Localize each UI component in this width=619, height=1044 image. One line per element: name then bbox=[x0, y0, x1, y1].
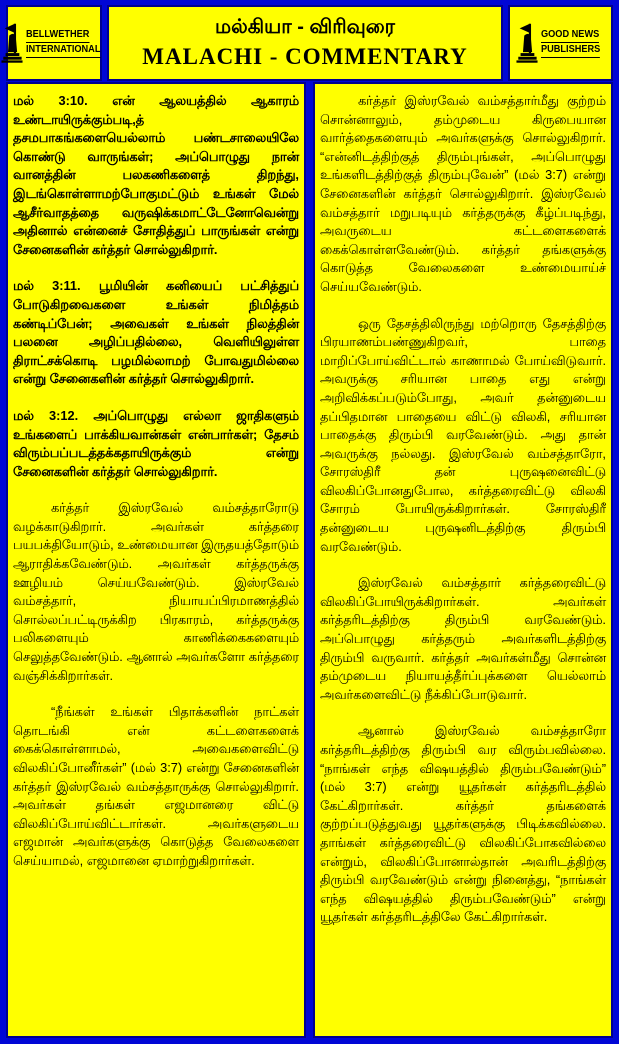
left-text-column bbox=[6, 82, 306, 1038]
bellwether-logo-line1: BELLWETHER bbox=[26, 28, 89, 43]
verse-paragraph-mal-3-11: மல் 3:11. பூமியின் கனியைப் பட்சித்துப் போடுகிறவைகளை உங்கள் நிமித்தம் கண்டிப்பேன்; அவைகள் உங்கள் நிலத்தின் பலனை அழிப்பதில்லை, வெளியிலுள்ள திராட்சக்கொடி பழமில்லாமற் போவதுமில்லை என்று சேனைகளின் கர்த்தர் சொல்லுகிறார். bbox=[13, 278, 299, 387]
bellwether-logo-text bbox=[26, 28, 107, 58]
page-title-english: MALACHI - COMMENTARY bbox=[142, 44, 468, 69]
commentary-paragraph: கர்த்தர் இஸ்ரவேல் வம்சத்தாரோடு வழக்காடுகிறார். அவர்கள் கர்த்தரை பயபக்தியோடும், உண்மையான இருதயத்தோடும் ஆராதிக்கவேண்டும். அவர்கள் கர்த்தருக்கு ஊழியம் செய்யவேண்டும். இஸ்ரவேல் வம்சத்தார், நியாயப்பிரமாணத்தில் சொல்லப்பட்டிருக்கிற பிரகாரம், கர்த்தருக்கு பலிகளையும் காணிக்கைகளையும் செலுத்தவேண்டும். ஆனால் அவர்களோ கர்த்தரை வஞ்சிக்கிறார்கள். bbox=[13, 500, 299, 683]
good-news-logo-line1: GOOD NEWS bbox=[541, 28, 599, 43]
commentary-paragraph: இஸ்ரவேல் வம்சத்தார் கர்த்தரைவிட்டு விலகிப்போயிருக்கிறார்கள். அவர்கள் கர்த்தரிடத்திற்கு திரும்பி வரவேண்டும். அப்பொழுது கர்த்தரும் அவர்களிடத்திற்கு திரும்பி வருவார். கர்த்தர் அவர்கள்மீது சொன்ன தம்முடைய நியாயத்தீர்ப்புக்களை யெல்லாம் அவர்களைவிட்டு நீக்கிப்போடுவார். bbox=[320, 575, 606, 702]
commentary-paragraph: கர்த்தர் இஸ்ரவேல் வம்சத்தார்மீது குற்றம் சொன்னாலும், தம்முடைய கிருபையான வார்த்தைகளையும் அவர்களுக்கு சொல்லுகிறார். “என்னிடத்திற்குத் திரும்புங்கள், அப்பொழுது உங்களிடத்திற்குத் திரும்புவேன்” (மல் 3:7) என்று சேனைகளின் கர்த்தர் சொல்லுகிறார். இஸ்ரவேல் வம்சத்தார் மறுபடியும் கர்த்தருக்கு கீழ்ப்படிந்து, அவருடைய கட்டளைகளைக் கைக்கொள்ளவேண்டும். கர்த்தர் தங்களுக்கு கொடுத்த வேலைகளை உண்மையாய்ச் செய்யவேண்டும். bbox=[320, 93, 606, 294]
bellwether-logo-line2: INTERNATIONAL bbox=[26, 43, 100, 58]
commentary-paragraph: ஒரு தேசத்திலிருந்து மற்றொரு தேசத்திற்கு பிரயாணம்பண்ணுகிறவர், பாதை மாறிப்போய்விட்டால் காணாமல் போய்விடுவார். அவருக்கு சரியான பாதை எது என்று அறிவிக்கப்படும்போது, அவர் தன்னுடைய தப்பிதமான பாதையை விட்டு விலகி, சரியான பாதைக்கு திரும்பி வரவேண்டும். அது தான் அவருக்கு நல்லது. இஸ்ரவேல் வம்சத்தாரோ, சோரஸ்திரீ தன் புருஷனைவிட்டு விலகிப்போனதுபோல, கர்த்தரைவிட்டு விலகி சோரம் போயிருக்கிறார்கள். சோரஸ்திரீ தன்னுடைய புருஷனிடத்திற்கு திரும்பி வரவேண்டும். bbox=[320, 315, 606, 554]
good-news-logo-text bbox=[541, 28, 605, 58]
verse-paragraph-mal-3-10: மல் 3:10. என் ஆலயத்தில் ஆகாரம் உண்டாயிருக்கும்படி,த் தசமபாகங்களையெல்லாம் பண்டசாலையிலே கொண்டு வாருங்கள்; அப்பொழுது நான் வானத்தின் பலகணிகளைத் திறந்து, இடங்கொள்ளாமற்போகுமட்டும் உங்கள் மேல் ஆசீர்வாதத்தை வருஷிக்கமாட்டேனோவென்று அதினால் என்னைச் சோதித்துப் பாருங்கள் என்று சேனைகளின் கர்த்தர் சொல்லுகிறார். bbox=[13, 93, 299, 257]
good-news-publishers-logo bbox=[508, 5, 613, 81]
header-title-box bbox=[107, 5, 503, 81]
page-title-tamil: மல்கியா - விரிவுரை bbox=[215, 16, 395, 38]
statue-figure-icon bbox=[516, 21, 538, 65]
verse-paragraph-mal-3-12: மல் 3:12. அப்பொழுது எல்லா ஜாதிகளும் உங்களைப் பாக்கியவான்கள் என்பார்கள்; தேசம் விரும்பப்படத்தக்கதாயிருக்கும் என்று சேனைகளின் கர்த்தர் சொல்லுகிறார். bbox=[13, 407, 299, 479]
right-text-column bbox=[313, 82, 613, 1038]
commentary-paragraph: “நீங்கள் உங்கள் பிதாக்களின் நாட்கள் தொடங்கி என் கட்டளைகளைக் கைக்கொள்ளாமல், அவைகளைவிட்டு விலகிப்போனீர்கள்” (மல் 3:7) என்று சேனைகளின் கர்த்தர் இஸ்ரவேல் வம்சத்தாருக்கு சொல்லுகிறார். அவர்கள் தங்கள் எஜமானரை விட்டு விலகிப்போய்விட்டார்கள். அவர்களுடைய எஜமான் அவர்களுக்கு கொடுத்த வேலைகளை செய்யாமல், எஜமானை ஏமாற்றுகிறார்கள். bbox=[13, 704, 299, 868]
good-news-logo-line2: PUBLISHERS bbox=[541, 43, 600, 58]
bellwether-logo bbox=[6, 5, 102, 81]
commentary-paragraph: ஆனால் இஸ்ரவேல் வம்சத்தாரோ கர்த்தரிடத்திற்கு திரும்பி வர விரும்பவில்லை. “நாங்கள் எந்த விஷயத்தில் திரும்பவேண்டும்” (மல் 3:7) என்று யூதர்கள் கர்த்தரிடத்தில் கேட்கிறார்கள். கர்த்தர் தங்களைக் குற்றப்படுத்துவது யூதர்களுக்கு பிடிக்கவில்லை. தாங்கள் கர்த்தரைவிட்டு விலகிப்போகவில்லை என்றும், விலகிப்போனால்தான் அவரிடத்திற்கு திரும்பி வரவேண்டும் என்று நினைத்து, “நாங்கள் எந்த விஷயத்தில் திரும்பவேண்டும்” என்று யூதர்கள் கர்த்தரிடத்திலே கேட்கிறார்கள். bbox=[320, 723, 606, 925]
statue-figure-icon bbox=[1, 21, 23, 65]
